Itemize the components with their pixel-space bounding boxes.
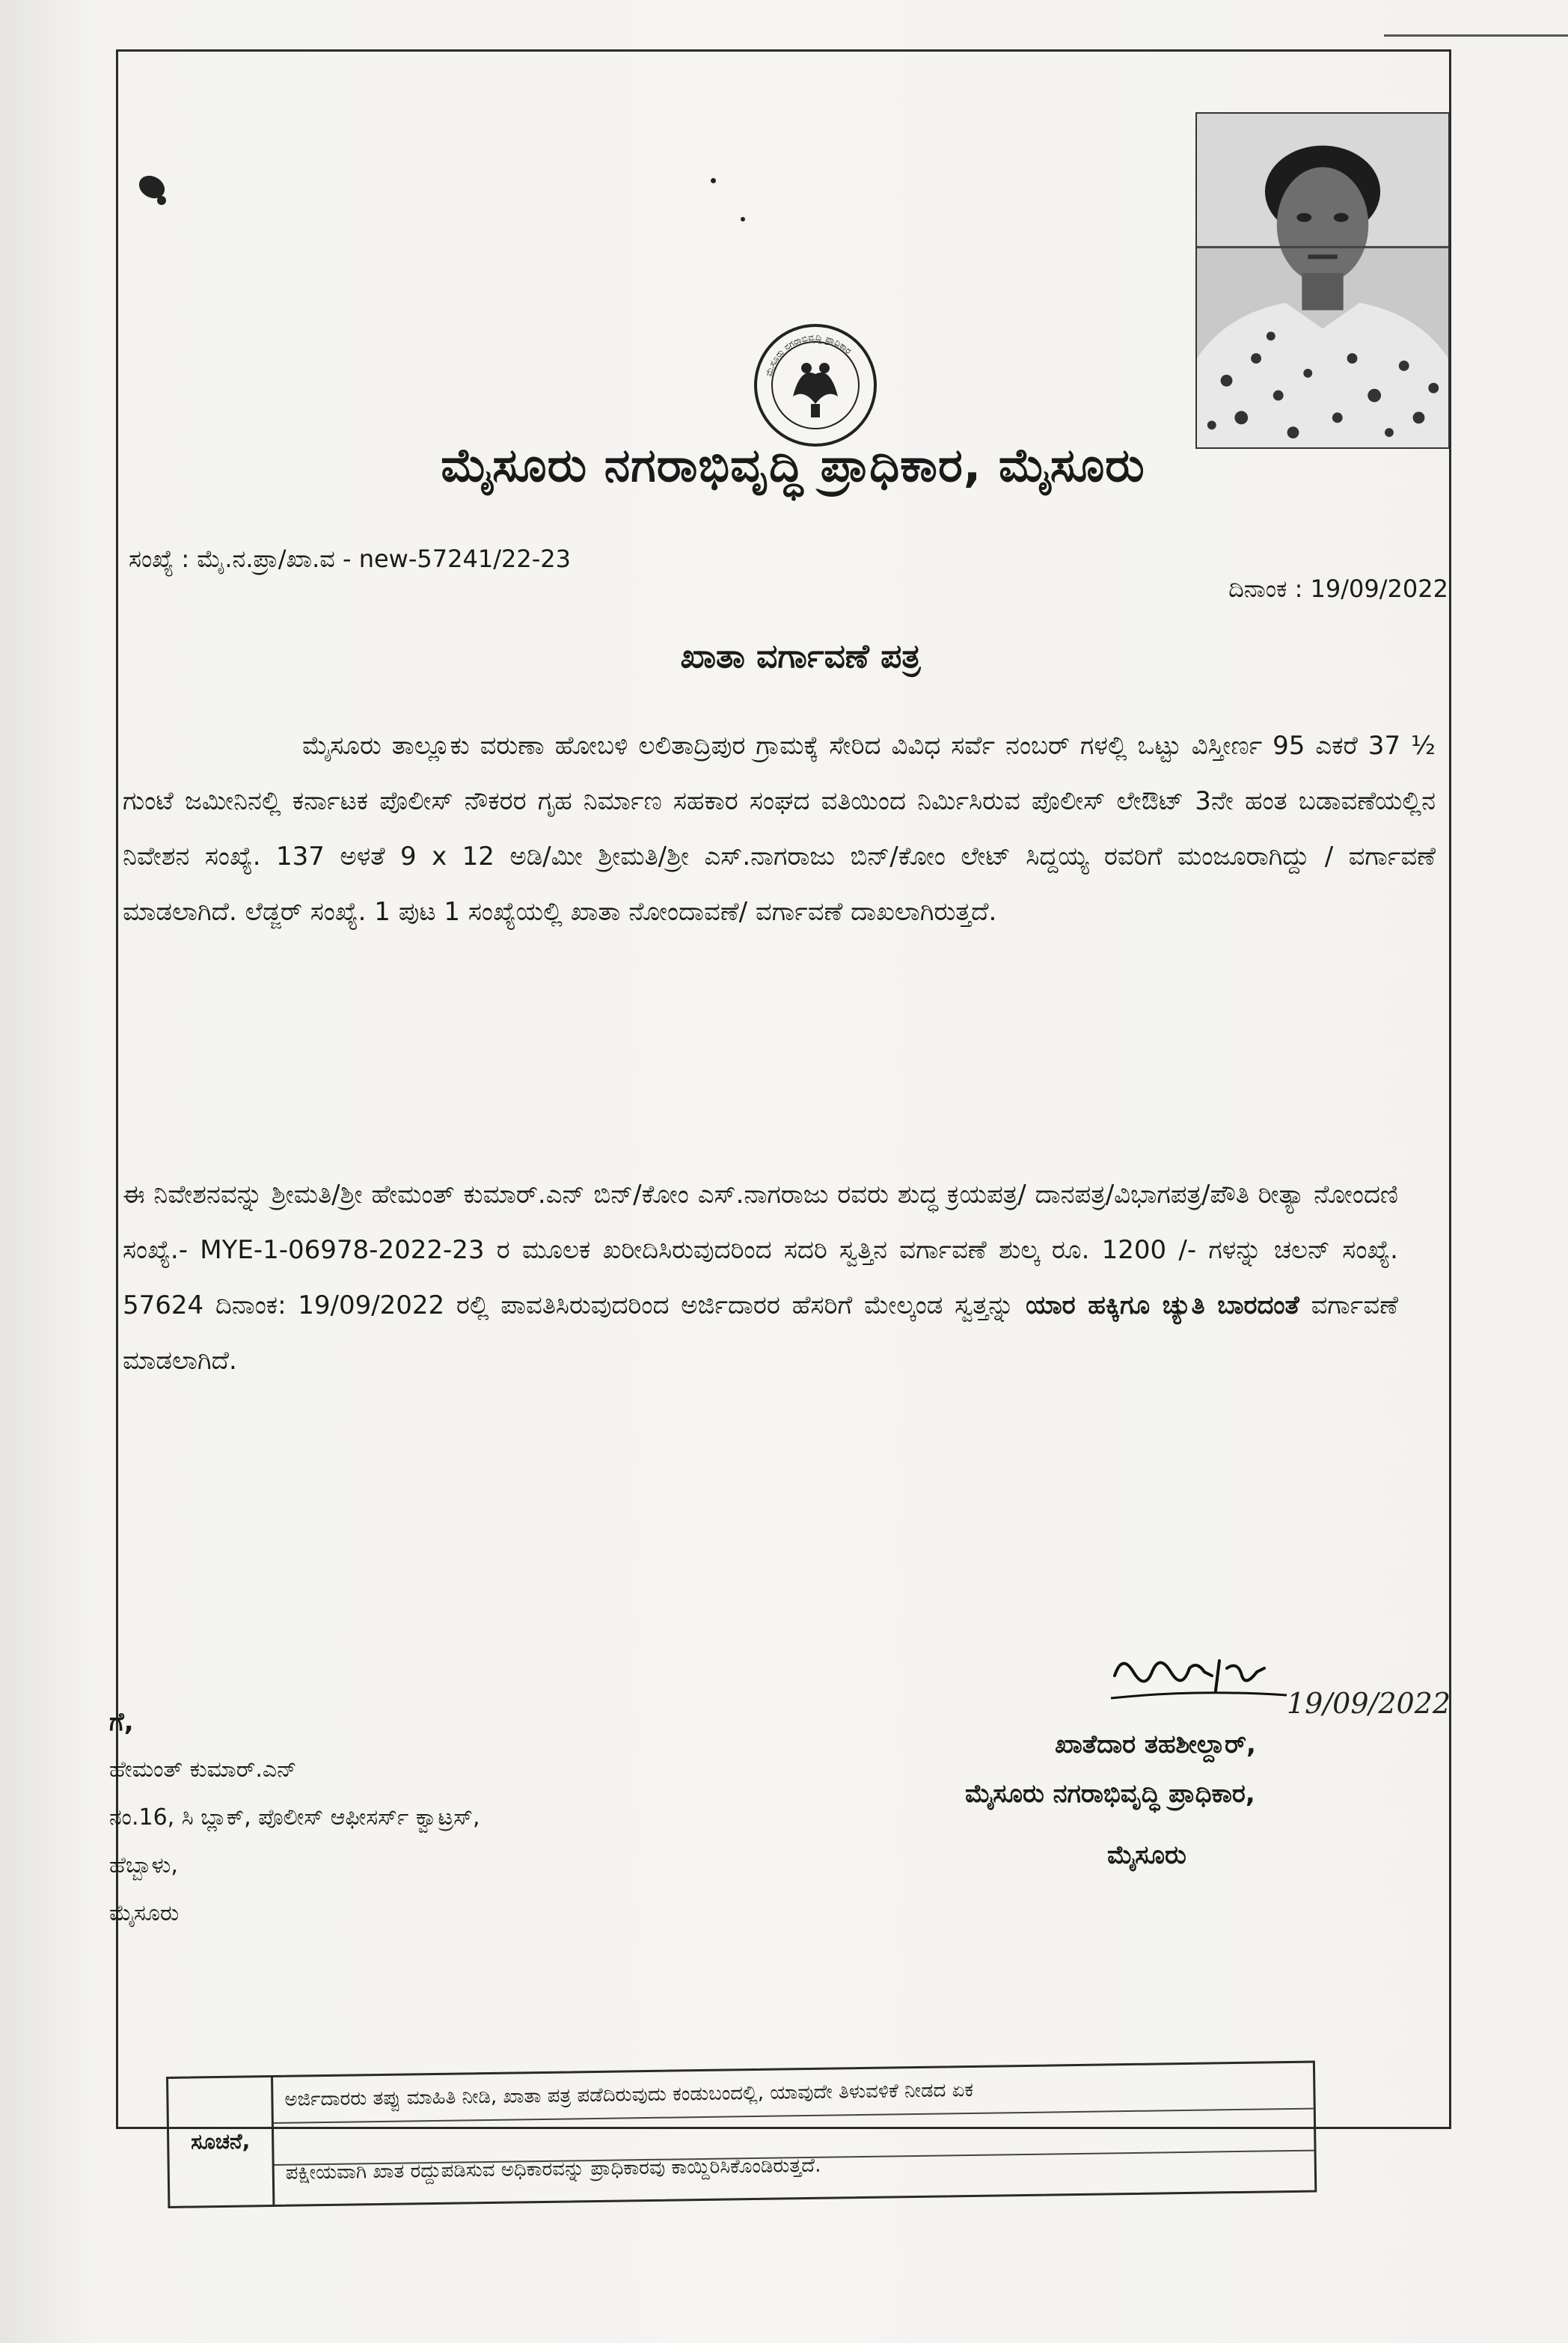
scan-edge-line [1384, 34, 1568, 37]
signatory-city: ಮೈಸೂರು [1107, 1840, 1186, 1870]
ink-speck [741, 217, 745, 221]
organization-name: ಮೈಸೂರು ನಗರಾಭಿವೃದ್ಧಿ ಪ್ರಾಧಿಕಾರ, ಮೈಸೂರು [441, 438, 1145, 492]
note-box [166, 2061, 1317, 2208]
addressee-name: ಹೇಮಂತ್ ಕುಮಾರ್.ಎನ್ [109, 1757, 297, 1783]
addressee-address-line-1: ನಂ.16, ಸಿ ಬ್ಲಾಕ್, ಪೊಲೀಸ್ ಆಫೀಸರ್ಸ್ ಕ್ವಾಟ್ರಸ್, [109, 1804, 480, 1831]
reference-number: ಸಂಖ್ಯೆ : ಮೈ.ನ.ಪ್ರಾ/ಖಾ.ವ - new-57241/22-23 [129, 545, 571, 573]
ink-speck [711, 178, 716, 183]
signatory-designation: ಖಾತೆದಾರ ತಹಶೀಲ್ದಾರ್, [1055, 1730, 1256, 1759]
applicant-photo [1195, 112, 1450, 449]
paragraph-2-end-text: ವರ್ಗಾವಣೆ ಮಾಡಲಾಗಿದೆ. [123, 1290, 1398, 1376]
body-paragraph-1: ಮೈಸೂರು ತಾಲ್ಲೂಕು ವರುಣಾ ಹೋಬಳಿ ಲಲಿತಾದ್ರಿಪುರ ಗ್ರಾಮಕ್ಕೆ ಸೇರಿದ ವಿವಿಧ ಸರ್ವೆ ನಂಬರ್ ಗಳಲ್ಲಿ ಒಟ್ಟು ವಿಸ್ತೀರ್ಣ 95 ಎಕರೆ 37 ½ ಗುಂಟೆ ಜಮೀನಿನಲ್ಲಿ ಕರ್ನಾಟಕ ಪೊಲೀಸ್ ನೌಕರರ ಗೃಹ ನಿರ್ಮಾಣ ಸಹಕಾರ ಸಂಘದ ವತಿಯಿಂದ ನಿರ್ಮಿಸಿರುವ ಪೊಲೀಸ್ ಲೇಔಟ್ 3ನೇ ಹಂತ ಬಡಾವಣೆಯಲ್ಲಿನ ನಿವೇಶನ ಸಂಖ್ಯೆ. 137 ಅಳತೆ 9 x 12 ಅಡಿ/ಮೀ ಶ್ರೀಮತಿ/ಶ್ರೀ ಎಸ್.ನಾಗರಾಜು ಬಿನ್/ಕೋಂ ಲೇಟ್ ಸಿದ್ದಯ್ಯ ರವರಿಗೆ ಮಂಜೂರಾಗಿದ್ದು / ವರ್ಗಾವಣೆ ಮಾಡಲಾಗಿದೆ. ಲೆಡ್ಜರ್ ಸಂಖ್ಯೆ. 1 ಪುಟ 1 ಸಂಖ್ಯೆಯಲ್ಲಿ ಖಾತಾ ನೋಂದಾವಣೆ/ ವರ್ಗಾವಣೆ ದಾಖಲಾಗಿರುತ್ತದೆ. [123, 731, 1436, 927]
signature-date: 19/09/2022 [1287, 1687, 1451, 1720]
note-label: ಸೂಚನೆ, [168, 2077, 275, 2206]
issue-date: ದಿನಾಂಕ : 19/09/2022 [1228, 575, 1448, 603]
handwritten-signature [1107, 1646, 1302, 1713]
addressee-address-line-3: ಮೈಸೂರು [109, 1900, 180, 1926]
document-title: ಖಾತಾ ವರ್ಗಾವಣೆ ಪತ್ರ [680, 637, 921, 676]
note-line-2: ಪಕ್ಷೀಯವಾಗಿ ಖಾತ ರದ್ದುಪಡಿಸುವ ಅಧಿಕಾರವನ್ನು ಪ್ರಾಧಿಕಾರವು ಕಾಯ್ದಿರಿಸಿಕೊಂಡಿರುತ್ತದೆ. [285, 2154, 821, 2184]
ink-speck [157, 196, 166, 205]
addressee-block [109, 1698, 480, 1938]
body-paragraph-2 [123, 1167, 1398, 1388]
signatory-office: ಮೈಸೂರು ನಗರಾಭಿವೃದ್ಧಿ ಪ್ರಾಧಿಕಾರ, [965, 1779, 1255, 1809]
note-line-1: ಅರ್ಜಿದಾರರು ತಪ್ಪು ಮಾಹಿತಿ ನೀಡಿ, ಖಾತಾ ಪತ್ರ ಪಡೆದಿರುವುದು ಕಂಡುಬಂದಲ್ಲಿ, ಯಾವುದೇ ತಿಳುವಳಿಕೆ ನೀಡದ ಏಕ [284, 2078, 974, 2111]
signatory-block [958, 1646, 1451, 1915]
emblem-text: ಮೈಸೂರು ನಗರಾಭಿವೃದ್ಧಿ ಪ್ರಾಧಿಕಾರ [763, 331, 854, 378]
paragraph-2-bold-text: ಯಾರ ಹಕ್ಕಿಗೂ ಚ್ಯುತಿ ಬಾರದಂತೆ [1026, 1290, 1299, 1320]
addressee-address-line-2: ಹೆಬ್ಬಾಳು, [109, 1852, 178, 1878]
authority-emblem [748, 322, 883, 449]
paragraph-2-text: ಈ ನಿವೇಶನವನ್ನು ಶ್ರೀಮತಿ/ಶ್ರೀ ಹೇಮಂತ್ ಕುಮಾರ್.ಎನ್ ಬಿನ್/ಕೋಂ ಎಸ್.ನಾಗರಾಜು ರವರು ಶುದ್ಧ ಕ್ರಯಪತ್ರ/ ದಾನಪತ್ರ/ವಿಭಾಗಪತ್ರ/ಪೌತಿ ರೀತ್ಯಾ ನೋಂದಣಿ ಸಂಖ್ಯೆ.- MYE-1-06978-2022-23 ರ ಮೂಲಕ ಖರೀದಿಸಿರುವುದರಿಂದ ಸದರಿ ಸ್ವತ್ತಿನ ವರ್ಗಾವಣೆ ಶುಲ್ಕ ರೂ. 1200 /- ಗಳನ್ನು ಚಲನ್ ಸಂಖ್ಯೆ. 57624 ದಿನಾಂಕ: 19/09/2022 ರಲ್ಲಿ ಪಾವತಿಸಿರುವುದರಿಂದ ಅರ್ಜಿದಾರರ ಹೆಸರಿಗೆ ಮೇಲ್ಕಂಡ ಸ್ವತ್ತನ್ನು [123, 1180, 1398, 1320]
addressee-to: ಗೆ, [109, 1707, 134, 1737]
